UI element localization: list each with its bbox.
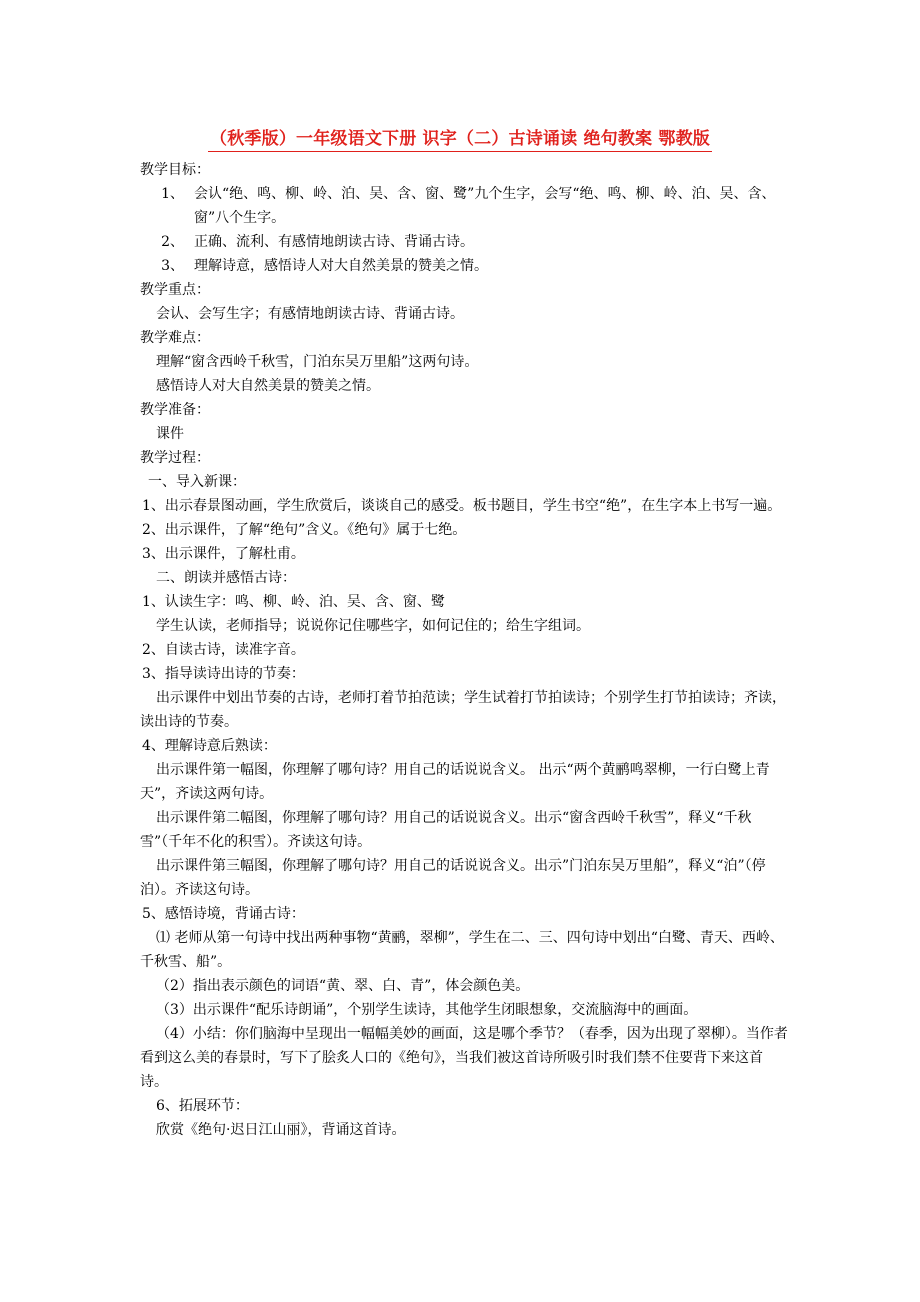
difficulty-line: 感悟诗人对大自然美景的赞美之情。 — [156, 378, 380, 394]
section-heading: 二、朗读并感悟古诗： — [156, 570, 296, 586]
process-detail: 出示课件中划出节奏的古诗，老师打着节拍范读；学生试着打节拍读诗；个别学生打节拍读诗；齐读，读出诗的节奏。 — [140, 690, 786, 730]
goal-number: 3、 — [161, 258, 184, 274]
document-body — [140, 158, 790, 1142]
goal-text: 正确、流利、有感情地朗读古诗、背诵古诗。 — [194, 234, 474, 250]
process-step: 2、出示课件，了解“绝句”含义。《绝句》属于七绝。 — [142, 522, 467, 538]
process-step: 1、出示春景图动画，学生欣赏后，谈谈自己的感受。板书题目，学生书空“绝”，在生字本上书写一遍。 — [142, 498, 782, 514]
title-area — [0, 124, 920, 152]
section-heading: 一、导入新课： — [148, 474, 246, 490]
process-detail: （3）出示课件“配乐诗朗诵”，个别学生读诗，其他学生闭眼想象，交流脑海中的画面。 — [156, 1002, 698, 1018]
process-detail: 欣赏《绝句·迟日江山丽》，背诵这首诗。 — [156, 1122, 406, 1138]
process-step: 1、认读生字：鸣、柳、岭、泊、吴、含、窗、鹭 — [142, 594, 445, 610]
goal-text: 会认“绝、鸣、柳、岭、泊、吴、含、窗、鹭”九个生字，会写“绝、鸣、柳、岭、泊、吴、含、窗”八个生字。 — [194, 186, 776, 226]
goal-text: 理解诗意，感悟诗人对大自然美景的赞美之情。 — [194, 258, 488, 274]
process-step: 3、指导读诗出诗的节奏： — [142, 666, 305, 682]
goal-item — [140, 254, 790, 278]
prep-text: 课件 — [156, 426, 184, 442]
document-title: （秋季版）一年级语文下册 识字（二）古诗诵读 绝句教案 鄂教版 — [208, 124, 712, 152]
difficulty-heading: 教学难点： — [140, 330, 210, 346]
goal-number: 2、 — [161, 234, 184, 250]
goal-number: 1、 — [161, 186, 184, 202]
key-points-text: 会认、会写生字；有感情地朗读古诗、背诵古诗。 — [156, 306, 464, 322]
process-detail: 出示课件第二幅图，你理解了哪句诗？用自己的话说说含义。出示“窗含西岭千秋雪”，释义“千秋雪”（千年不化的积雪）。齐读这句诗。 — [140, 810, 752, 850]
process-detail: 学生认读，老师指导；说说你记住哪些字，如何记住的；给生字组词。 — [156, 618, 590, 634]
difficulty-line: 理解“窗含西岭千秋雪，门泊东吴万里船”这两句诗。 — [156, 354, 479, 370]
process-step: 3、出示课件，了解杜甫。 — [142, 546, 305, 562]
goal-item — [140, 182, 790, 230]
process-detail: （4）小结：你们脑海中呈现出一幅幅美妙的画面，这是哪个季节？（春季，因为出现了翠柳）。当作者看到这么美的春景时，写下了脍炙人口的《绝句》，当我们被这首诗所吸引时我们禁不住要背下来这首诗。 — [140, 1026, 788, 1090]
process-step: 2、自读古诗，读准字音。 — [142, 642, 305, 658]
goals-list — [140, 182, 790, 278]
process-heading: 教学过程： — [140, 450, 210, 466]
goals-heading: 教学目标： — [140, 162, 210, 178]
goal-item — [140, 230, 790, 254]
process-detail: 出示课件第三幅图，你理解了哪句诗？用自己的话说说含义。出示”门泊东吴万里船”，释义“泊”（停泊）。齐读这句诗。 — [140, 858, 766, 898]
process-step: 4、理解诗意后熟读： — [142, 738, 277, 754]
prep-heading: 教学准备： — [140, 402, 210, 418]
process-step: 6、拓展环节： — [156, 1098, 249, 1114]
process-detail: ⑴ 老师从第一句诗中找出两种事物“黄鹂，翠柳”，学生在二、三、四句诗中划出“白鹭、青天、西岭、千秋雪、船”。 — [140, 930, 784, 970]
process-step: 5、感悟诗境，背诵古诗： — [142, 906, 305, 922]
process-detail: 出示课件第一幅图，你理解了哪句诗？用自己的话说说含义。 出示“两个黄鹂鸣翠柳，一行白鹭上青天”，齐读这两句诗。 — [140, 762, 770, 802]
key-points-heading: 教学重点： — [140, 282, 210, 298]
process-detail: （2）指出表示颜色的词语“黄、翠、白、青”，体会颜色美。 — [156, 978, 530, 994]
